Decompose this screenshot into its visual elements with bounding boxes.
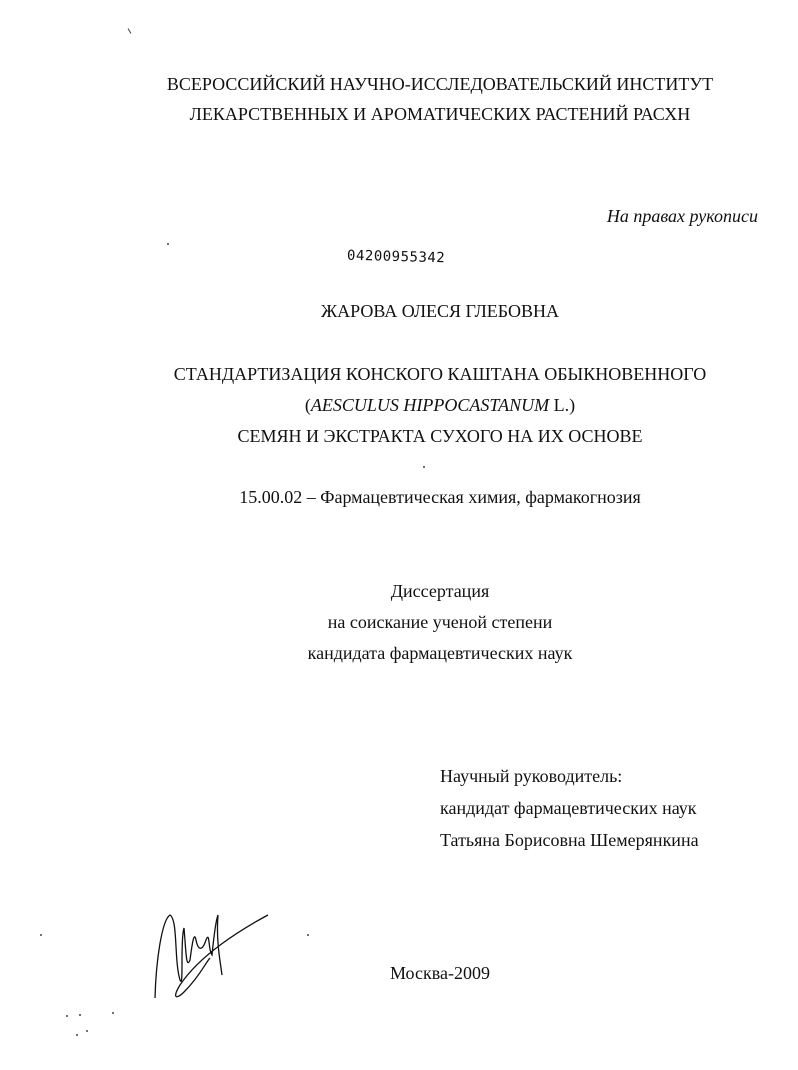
supervisor-label: Научный руководитель: — [440, 766, 623, 786]
scan-speck — [76, 1034, 78, 1036]
paren: ( — [304, 395, 311, 415]
institute-line-2: ЛЕКАРСТВЕННЫХ И АРОМАТИЧЕСКИХ РАСТЕНИЙ РАСХН — [189, 104, 691, 124]
title-line-2 — [0, 394, 798, 416]
degree-line-2: на соискание ученой степени — [327, 612, 553, 632]
supervisor-degree: кандидат фармацевтических наук — [440, 798, 697, 818]
scan-speck — [79, 1014, 81, 1016]
author-name: ЖАРОВА ОЛЕСЯ ГЛЕБОВНА — [320, 301, 560, 321]
scan-speck — [86, 1030, 88, 1032]
degree-line-1: Диссертация — [390, 581, 490, 601]
title-line-3: СЕМЯН И ЭКСТРАКТА СУХОГО НА ИХ ОСНОВЕ — [237, 426, 643, 446]
scan-speck — [307, 934, 309, 936]
supervisor-name: Татьяна Борисовна Шемерянкина — [440, 830, 699, 850]
city-year: Москва-2009 — [390, 963, 490, 983]
degree-line-3: кандидата фармацевтических наук — [307, 643, 573, 663]
signature-icon — [150, 900, 280, 1010]
scan-speck — [66, 1015, 68, 1017]
institute-line-1: ВСЕРОССИЙСКИЙ НАУЧНО-ИССЛЕДОВАТЕЛЬСКИЙ ИНСТИТУТ — [166, 74, 714, 94]
title-line-1: СТАНДАРТИЗАЦИЯ КОНСКОГО КАШТАНА ОБЫКНОВЕННОГО — [173, 364, 707, 384]
registration-number: 04200955342 — [346, 247, 446, 267]
manuscript-note: На правах рукописи — [606, 206, 758, 226]
scan-speck — [423, 466, 425, 468]
scan-speck — [40, 934, 42, 936]
latin-name: AESCULUS HIPPOCASTANUM — [310, 395, 550, 415]
scan-speck — [112, 1012, 114, 1014]
scan-speck — [167, 243, 169, 245]
latin-author: L.) — [549, 395, 576, 415]
specialty: 15.00.02 – Фармацевтическая химия, фармакогнозия — [239, 487, 641, 507]
scan-speck — [128, 28, 132, 34]
